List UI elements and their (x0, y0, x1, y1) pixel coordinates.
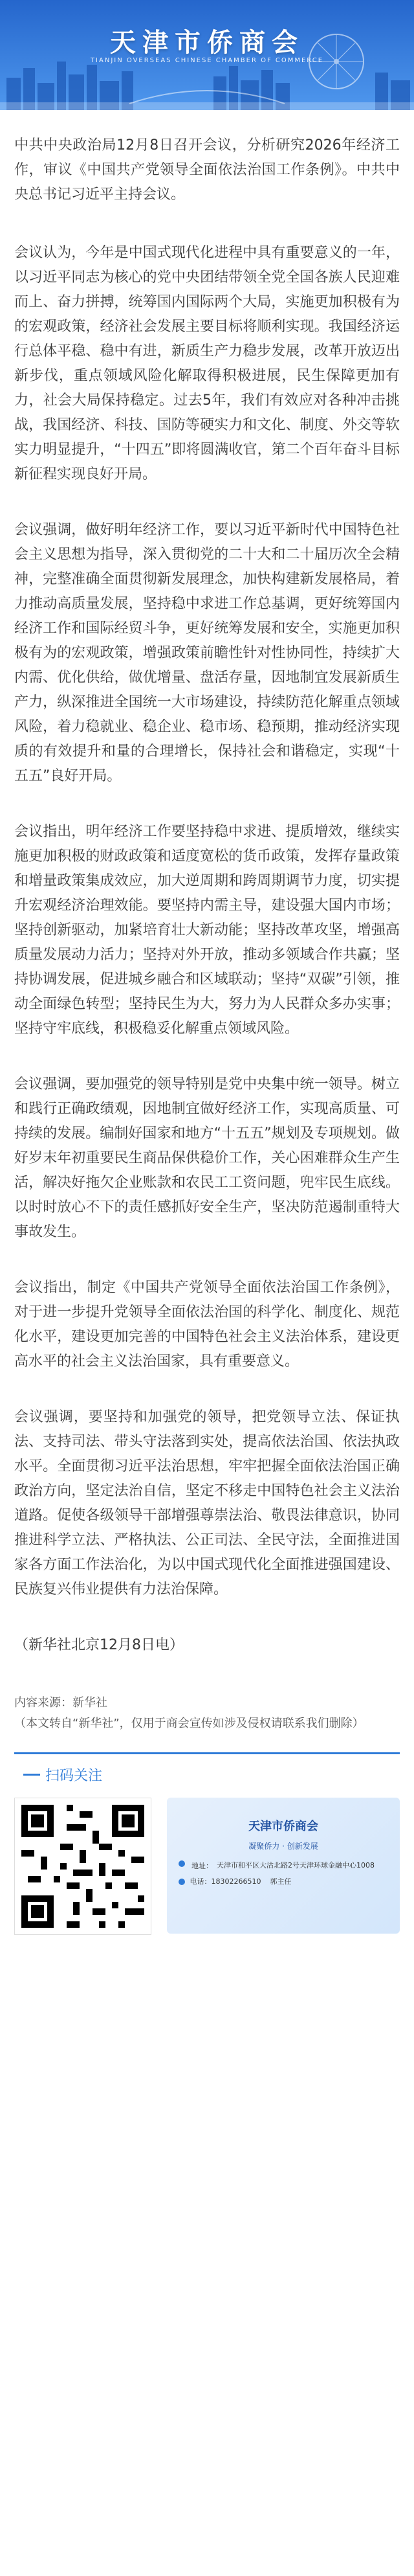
banner-subtitle: TIANJIN OVERSEAS CHINESE CHAMBER OF COMMERCE (90, 57, 324, 64)
phone-value: 18302266510 (211, 1877, 261, 1886)
address-label: 地址： (191, 1862, 213, 1870)
qr-code-icon (15, 1798, 151, 1934)
banner-title: 天津市侨商会 (110, 28, 304, 58)
article-paragraph: 会议强调，要坚持和加强党的领导，把党领导立法、保证执法、支持司法、带头守法落到实处，提高依法治国、依法执政水平。全面贯彻习近平法治思想，牢牢把握全面依法治国正确政治方向，坚定法治自信，坚定不移走中国特色社会主义法治道路。促使各级领导干部增强尊崇法治、敬畏法律意识，协同推进科学立法、严格执法、公正司法、全民守法，全面推进国家各方面工作法治化，为以中国式现代化全面推进强国建设、民族复兴伟业提供有力法治保障。 (14, 1409, 400, 1598)
article-paragraph: 会议认为，今年是中国式现代化进程中具有重要意义的一年，以习近平同志为核心的党中央团结带领全党全国各族人民迎难而上、奋力拼搏，统筹国内国际两个大局，实施更加积极有为的宏观政策，经济社会发展主要目标将顺利实现。我国经济运行总体平稳、稳中有进，新质生产力稳步发展，改革开放迈出新步伐，重点领域风险化解取得积极进展，民生保障更加有力，社会大局保持稳定。过去5年，我们有效应对各种冲击挑战，我国经济、科技、国防等硬实力和文化、制度、外交等软实力明显提升，“十四五”即将圆满收官，第二个百年奋斗目标新征程实现良好开局。 (14, 245, 400, 482)
copyright-notice: （本文转自“新华社”，仅用于商会宣传如涉及侵权请联系我们删除） (14, 1717, 364, 1730)
address-value: 天津市和平区大沽北路2号天津环球金融中心1008 (217, 1861, 375, 1870)
qr-code[interactable] (14, 1798, 151, 1935)
article-paragraph: 会议强调，做好明年经济工作，要以习近平新时代中国特色社会主义思想为指导，深入贯彻党的二十大和二十届历次全会精神，完整准确全面贯彻新发展理念，加快构建新发展格局，着力推动高质量发展，坚持稳中求进工作总基调，更好统筹国内经济工作和国际经贸斗争，更好统筹发展和安全，实施更加积极有为的宏观政策，增强政策前瞻性针对性协同性，持续扩大内需、优化供给，做优增量、盘活存量，因地制宜发展新质生产力，纵深推进全国统一大市场建设，持续防范化解重点领域风险，着力稳就业、稳企业、稳市场、稳预期，推动经济实现质的有效提升和量的合理增长，保持社会和谐稳定，实现“十五五”良好开局。 (14, 522, 400, 784)
header-banner (0, 0, 414, 110)
scan-follow-label: 扫码关注 (45, 1768, 103, 1784)
article-paragraph: 中共中央政治局12月8日召开会议，分析研究2026年经济工作，审议《中国共产党领导全面依法治国工作条例》。中共中央总书记习近平主持会议。 (14, 137, 400, 203)
article-paragraph: 会议指出，制定《中国共产党领导全面依法治国工作条例》，对于进一步提升党领导全面依法治国的科学化、制度化、规范化水平，建设更加完善的中国特色社会主义法治体系，建设更高水平的社会主义法治国家，具有重要意义。 (14, 1280, 400, 1370)
article-dateline: （新华社北京12月8日电） (14, 1637, 184, 1653)
contact-person: 郭主任 (270, 1877, 292, 1886)
article-body (0, 110, 414, 1734)
article-paragraph: 会议强调，要加强党的领导特别是党中央集中统一领导。树立和践行正确政绩观，因地制宜做好经济工作，实现高质量、可持续的发展。编制好国家和地方“十五五”规划及专项规划。做好岁末年初重要民生商品保供稳价工作，关心困难群众生产生活，解决好拖欠企业账款和农民工工资问题，兜牢民生底线。以时时放心不下的责任感抓好安全生产，坚决防范遏制重特大事故发生。 (14, 1076, 400, 1240)
phone-label: 电话： (190, 1877, 212, 1886)
location-icon (179, 1860, 185, 1867)
scan-follow-header (23, 1765, 400, 1785)
content-source: 内容来源：新华社 (14, 1696, 107, 1710)
article-paragraph: 会议指出，明年经济工作要坚持稳中求进、提质增效，继续实施更加积极的财政政策和适度宽松的货币政策，发挥存量政策和增量政策集成效应，加大逆周期和跨周期调节力度，切实提升宏观经济治理效能。要坚持内需主导，建设强大国内市场；坚持创新驱动，加紧培育壮大新动能；坚持改革攻坚，增强高质量发展动力活力；坚持对外开放，推动多领域合作共赢；坚持协调发展，促进城乡融合和区域联动；坚持“双碳”引领，推动全面绿色转型；坚持民生为大，努力为人民群众多办实事；坚持守牢底线，积极稳妥化解重点领域风险。 (14, 824, 400, 1037)
org-slogan: 凝聚侨力 · 创新发展 (248, 1842, 318, 1851)
org-info-card (167, 1798, 400, 1934)
org-name: 天津市侨商会 (248, 1820, 318, 1833)
divider-bar (23, 1774, 40, 1776)
phone-icon (179, 1879, 185, 1885)
follow-card (14, 1752, 400, 1934)
